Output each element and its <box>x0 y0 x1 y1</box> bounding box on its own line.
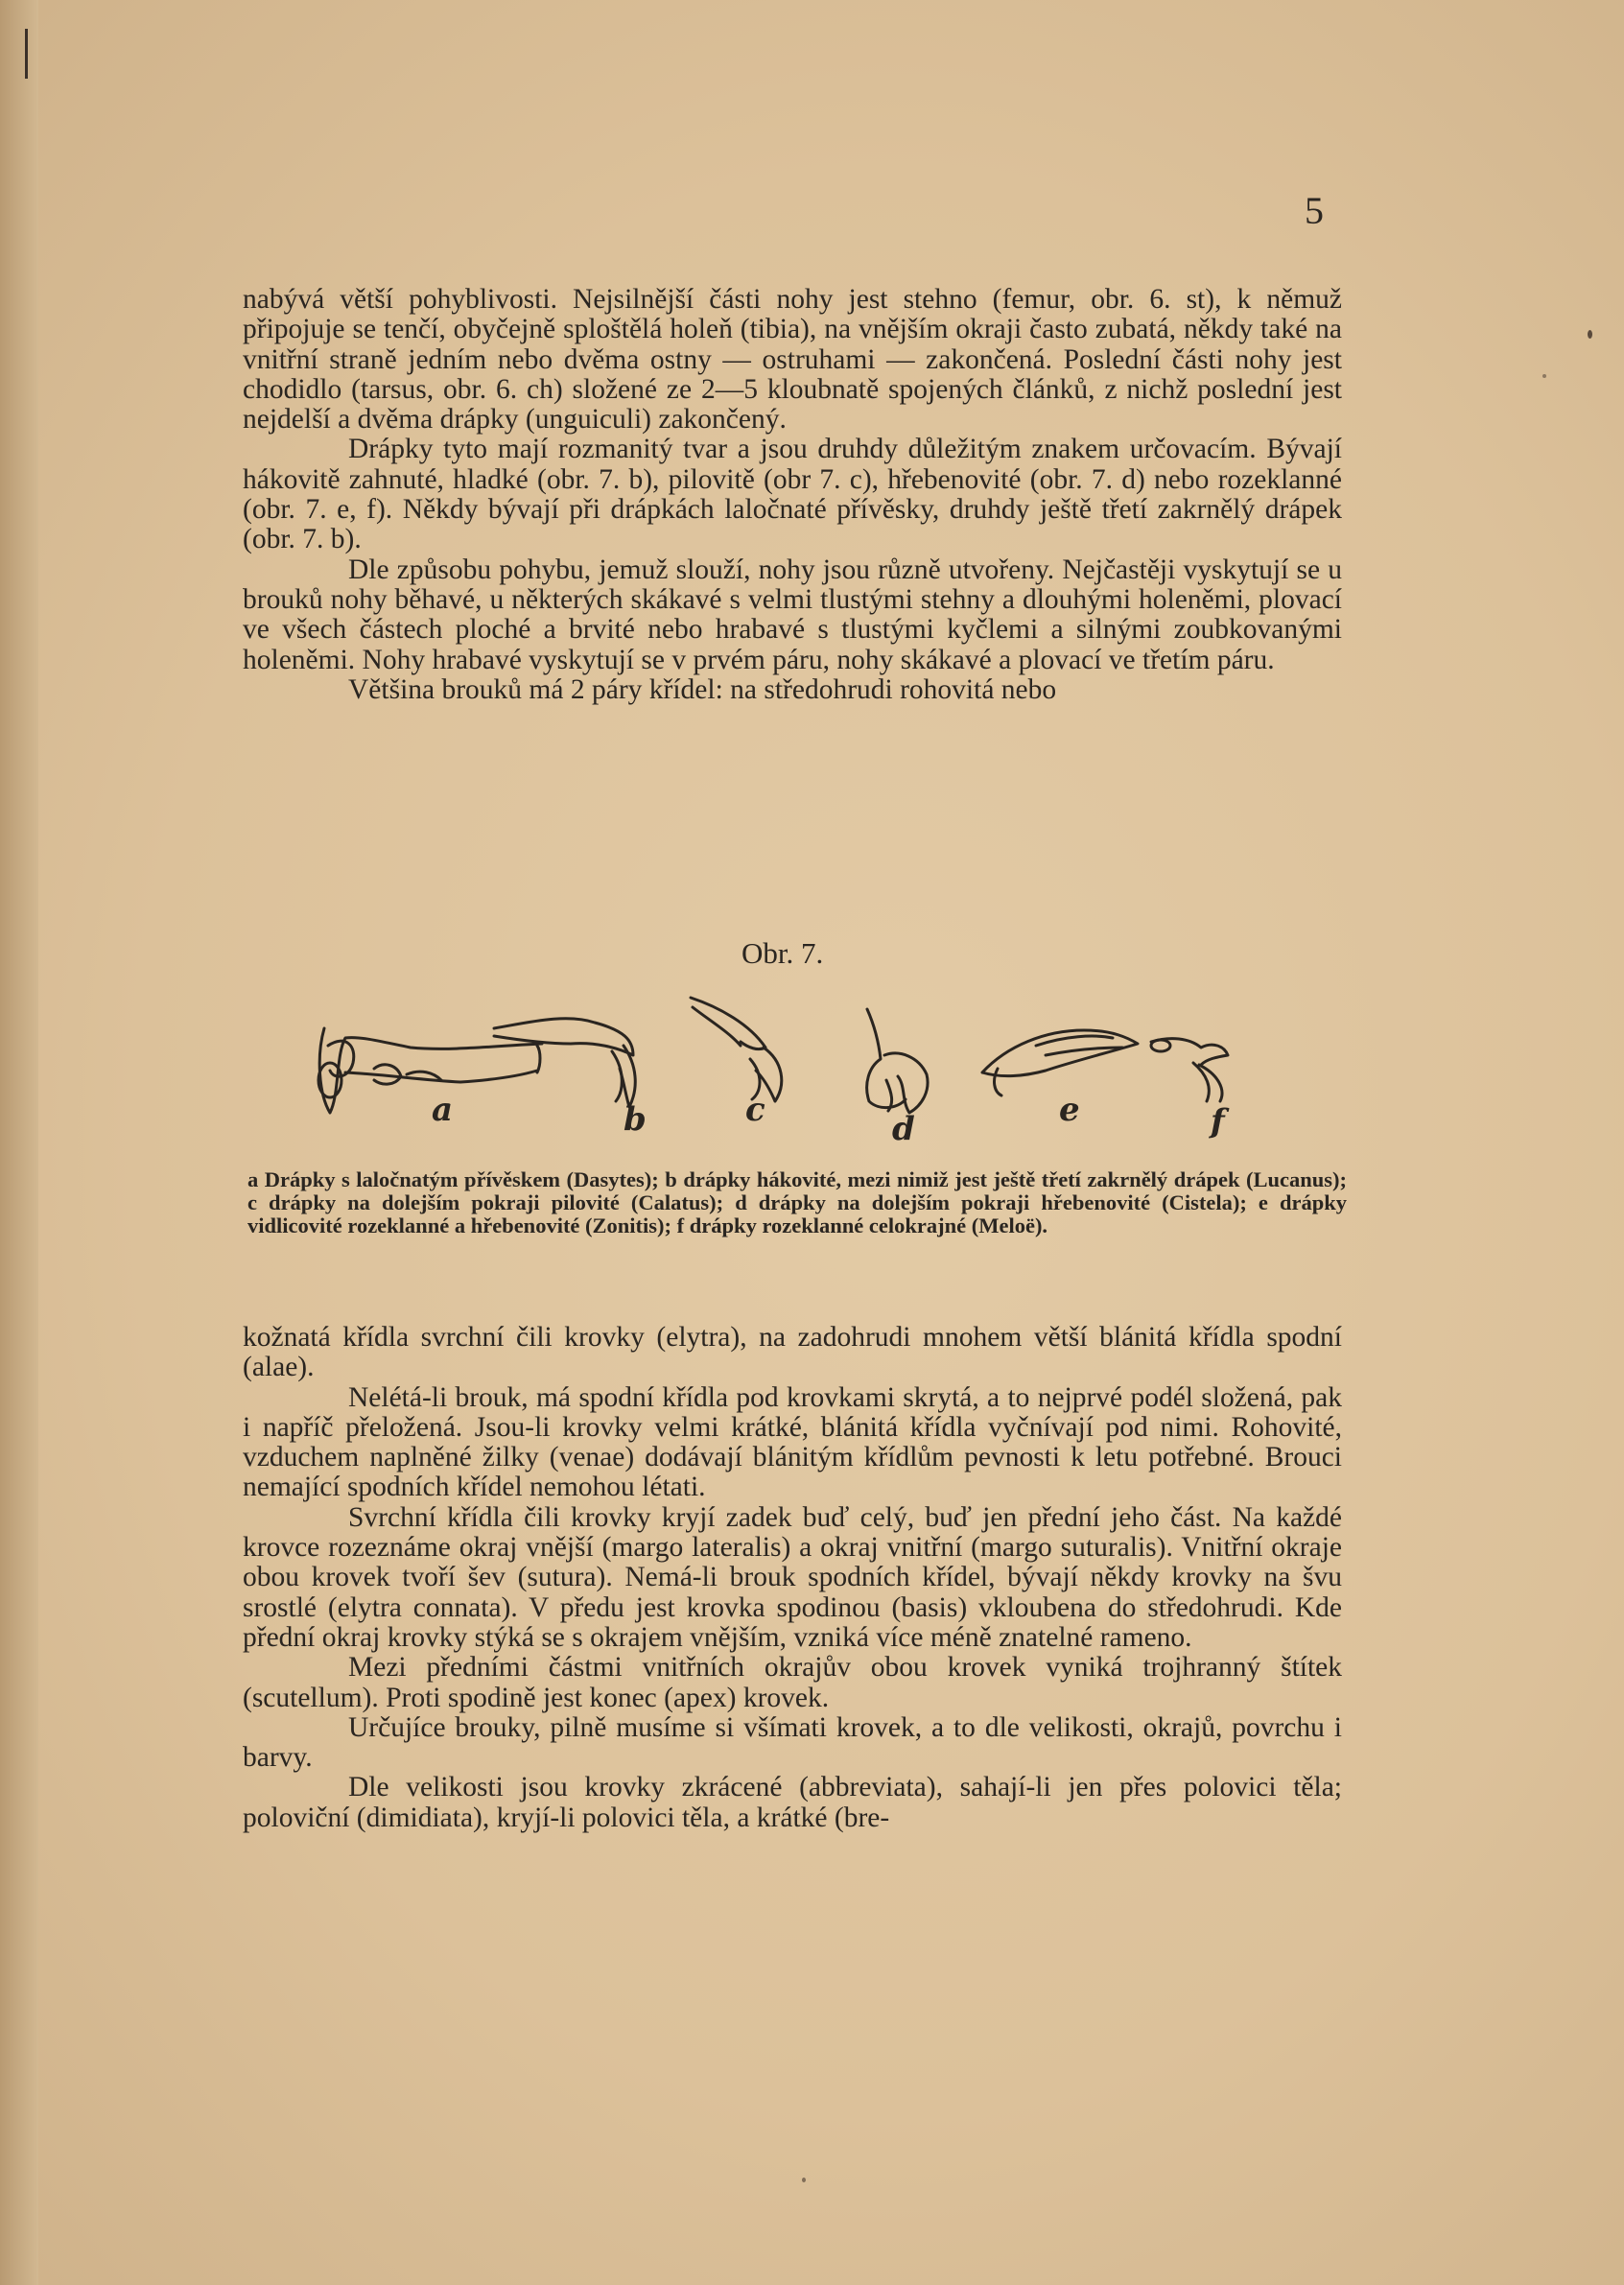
figure-title: Obr. 7. <box>741 936 824 970</box>
figure-label-a: a <box>432 1091 454 1129</box>
caption-text: a Drápky s laločnatým přívěskem (Dasytes); b drápky hákovité, mezi nimiž jest ještě třetí zakrnělý drápek (Lucanus); c drápky na dolejším pokraji pilovité (Calatus); d drápky na dolejším pokraji hřebenovité (Cistela); e drápky vidlicovité rozeklanné a hřebenovité (Zonitis); f drápky rozeklanné celokrajné (Meloë). <box>247 1167 1347 1237</box>
figure-caption <box>247 1168 1347 1237</box>
claw-e-drawing <box>982 1030 1138 1095</box>
claw-c-drawing <box>691 998 782 1101</box>
page-number: 5 <box>1305 189 1324 232</box>
claw-d-drawing <box>867 1009 928 1113</box>
paragraph: Nelétá-li brouk, má spodní křídla pod krovkami skrytá, a to nejprvé podél složená, pak i napříč přeložená. Jsou-li krovky velmi krátké, blánitá křídla vyčnívají pod nimi. Rohovité, vzduchem naplněné žilky (venae) dodávají blánitým křídlům pevnosti k letu potřebné. Brouci nemající spodních křídel nemohou létati. <box>243 1381 1342 1503</box>
body-text-bottom <box>243 1323 1342 1833</box>
paragraph: Určujíce brouky, pilně musíme si všímati krovek, a to dle velikosti, okrajů, povrchu i barvy. <box>243 1711 1342 1774</box>
page-binding-edge <box>0 0 38 2285</box>
claw-f-drawing <box>1151 1039 1228 1101</box>
paper-speck <box>1588 330 1592 339</box>
claw-a-drawing <box>318 1028 542 1113</box>
paragraph: kožnatá křídla svrchní čili krovky (elytra), na zadohrudi mnohem větší blánitá křídla spodní (alae). <box>243 1322 1342 1383</box>
figure-label-c: c <box>745 1091 765 1129</box>
paper-speck <box>802 2178 806 2182</box>
paragraph: Mezi předními částmi vnitřních okrajův obou krovek vyniká trojhranný štítek (scutellum). Proti spodině jest konec (apex) krovek. <box>243 1652 1342 1713</box>
paragraph: Dle způsobu pohybu, jemuž slouží, nohy jsou různě utvořeny. Nejčastěji vyskytují se u brouků nohy běhavé, u některých skákavé s velmi tlustými stehny a dlouhými holeněmi, plovací ve všech částech ploché a brvité nebo hrabavé s tlustými kyčlemi a silnými zoubkovanými holeněmi. Nohy hrabavé vyskytují se v prvém páru, nohy skákavé a plovací ve třetím páru. <box>243 554 1342 675</box>
paragraph: Dle velikosti jsou krovky zkrácené (abbreviata), sahají-li jen přes polovici těla; poloviční (dimidiata), kryjí-li polovici těla, a krátké (bre- <box>243 1772 1342 1833</box>
figure-label-d: d <box>892 1110 915 1148</box>
paragraph: Drápky tyto mají rozmanitý tvar a jsou druhdy důležitým znakem určovacím. Bývají hákovitě zahnuté, hladké (obr. 7. b), pilovitě (obr 7. c), hřebenovité (obr. 7. d) nebo rozeklanné (obr. 7. e, f). Někdy bývají při drápkách laločnaté přívěsky, druhdy ještě třetí zakrnělý drápek (obr. 7. b). <box>243 434 1342 555</box>
paper-speck <box>1542 374 1546 378</box>
claws-illustration <box>307 988 1276 1161</box>
figure-label-f: f <box>1211 1102 1225 1141</box>
paragraph: nabývá větší pohyblivosti. Nejsilnější části nohy jest stehno (femur, obr. 6. st), k němuž připojuje se tenčí, obyčejně sploštělá holeň (tibia), na vnějším okraji často zubatá, někdy také na vnitřní straně jedním nebo dvěma ostny — ostruhami — zakončená. Poslední části nohy jest chodidlo (tarsus, obr. 6. ch) složené ze 2—5 kloubnatě spojených článků, z nichž poslední jest nejdelší a dvěma drápky (unguiculi) zakončený. <box>243 284 1342 436</box>
figure-label-e: e <box>1059 1091 1080 1129</box>
figure-label-b: b <box>624 1100 647 1139</box>
paragraph: Většina brouků má 2 páry křídel: na středohrudi rohovitá nebo <box>348 673 1057 705</box>
paragraph: Svrchní křídla čili krovky kryjí zadek buď celý, buď jen přední jeho část. Na každé krovce rozeznáme okraj vnější (margo lateralis) a okraj vnitřní (margo suturalis). Vnitřní okraje obou krovek tvoří šev (sutura). Nemá-li brouk spodních křídel, bývají někdy krovky na švu srostlé (elytra connata). V předu jest krovka spodinou (basis) vkloubena do středohrudi. Kde přední okraj krovky stýká se s okrajem vnějším, vzniká více méně znatelné rameno. <box>243 1501 1342 1653</box>
binding-mark <box>25 29 28 79</box>
claw-b-drawing <box>494 1019 635 1107</box>
body-text-top <box>243 285 1342 705</box>
